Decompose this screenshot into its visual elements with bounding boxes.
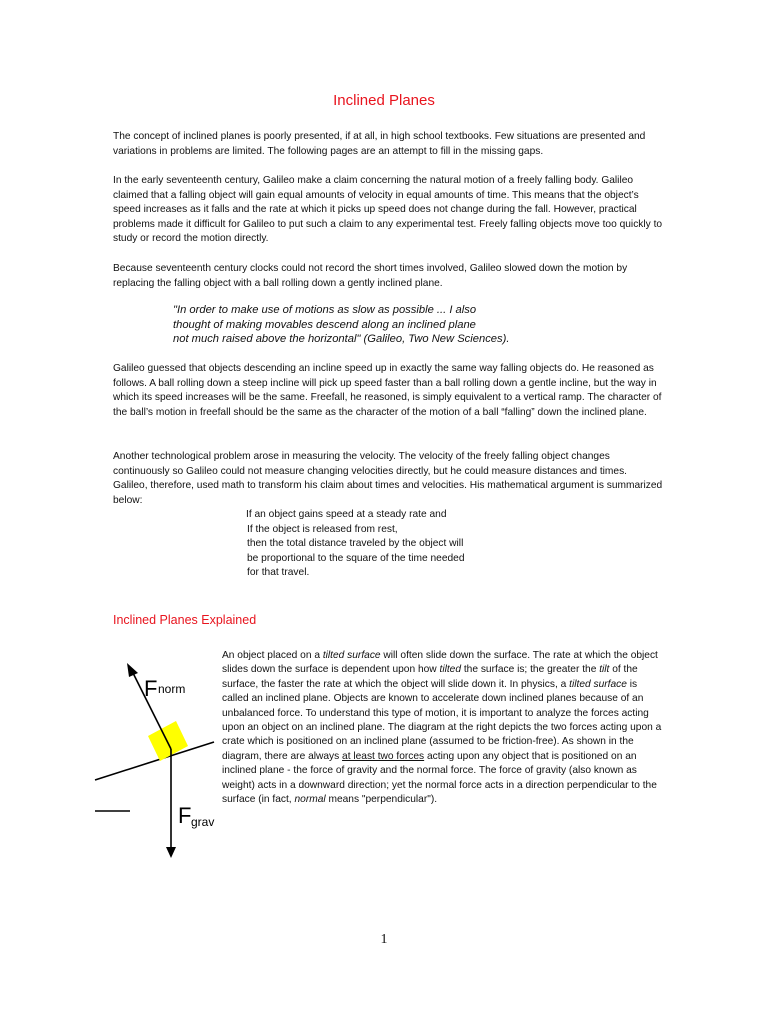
summary-line: then the total distance traveled by the object will — [247, 538, 464, 549]
crate — [148, 721, 188, 761]
summary-line: If an object gains speed at a steady rate and — [246, 509, 447, 520]
gravity-force-label: F — [178, 803, 192, 828]
text-run-italic: tilted — [439, 664, 462, 676]
normal-force-arrowhead — [127, 663, 138, 677]
quote-line: "In order to make use of motions as slow as possible ... I also — [173, 304, 477, 316]
summary-line: If the object is released from rest, — [247, 523, 398, 535]
quote-line: not much raised above the horizontal" (Galileo, Two New Sciences). — [173, 333, 510, 346]
normal-force-label: F — [144, 676, 158, 701]
quote-line: thought of making movables descend along an inclined plane — [173, 318, 476, 331]
text-run-italic: tilted surface — [322, 650, 381, 661]
page-number: 1 — [380, 932, 388, 947]
text-run: An object placed on a — [222, 650, 323, 661]
summary-line: for that travel. — [247, 567, 310, 578]
reasoning-paragraph: Galileo guessed that objects descending an incline speed up in exactly the same way falling objects do. He reasoned as follows. A ball rolling down a steep incline will pick up speed faster than a ball rolling down a gentle incline, but the way in which its speed increases will be the same. Freefall, he reasoned, is simply equivalent to a vertical ramp. The character of the ball’s motion in freefall should be the same as the character of the motion of a ball “falling” down the inclined plane. — [113, 363, 662, 418]
section-heading: Inclined Planes Explained — [113, 613, 257, 627]
clocks-paragraph: Because seventeenth century clocks could not record the short times involved, Galileo slowed down the motion by replacing the falling object with a ball rolling down a gently inclined plane. — [113, 263, 628, 289]
text-run-italic: tilted surface — [569, 678, 627, 690]
normal-force-subscript: norm — [158, 682, 186, 696]
galileo-quote — [173, 303, 643, 347]
text-run: of the surface, the faster the rate at which the object will slide down it. In physics, a — [222, 664, 638, 690]
intro-paragraph: The concept of inclined planes is poorly presented, if at all, in high school textbooks. Few situations are presented and variations in problems are limited. The following pages are an attempt to fill in the missing gaps. — [113, 131, 646, 157]
summary-line: be proportional to the square of the time needed — [247, 552, 465, 564]
text-run-underlined: at least two forces — [342, 750, 425, 762]
text-run: acting upon any object that is positioned on an inclined plane - the force of gravity and the normal force. The force of gravity (also known as weight) acts in a downward direction; yet the normal force acts in a direction perpendicular to the surface (in fact, — [222, 750, 657, 806]
text-run: will often slide down the surface. The rate at which the object slides down the surface is dependent upon how — [222, 650, 658, 676]
page-title: Inclined Planes — [333, 92, 435, 109]
inclined-planes-explanation — [222, 649, 662, 807]
measurement-paragraph: Another technological problem arose in measuring the velocity. The velocity of the freely falling object changes continuously so Galileo could not measure changing velocities directly, but he could measure distances and times. Galileo, therefore, used math to transform his claim about times and velocities. His mathematical argument is summarized below: — [113, 451, 663, 506]
text-run-italic: tilt — [599, 664, 610, 676]
math-argument-summary — [246, 508, 546, 581]
text-run-italic: normal — [294, 794, 326, 806]
inclined-plane-force-diagram — [90, 655, 230, 865]
gravity-force-arrowhead — [166, 847, 176, 858]
text-run: the surface is; the greater the — [461, 664, 600, 676]
text-run: means "perpendicular"). — [325, 794, 438, 806]
text-run: is called an inclined plane. Objects are known to accelerate down inclined planes because of an unbalanced force. To understand this type of motion, it is important to analyze the forces acting upon an object on an inclined plane. The diagram at the right depicts the two forces acting upon a crate which is positioned on an inclined plane (assumed to be friction-free). As shown in the diagram, there are always — [222, 678, 662, 762]
gravity-force-subscript: grav — [191, 815, 215, 829]
galileo-claim-paragraph: In the early seventeenth century, Galileo make a claim concerning the natural motion of a freely falling body. Galileo claimed that a falling object will gain equal amounts of velocity in equal amounts of time. This means that the object’s speed increases as it falls and the rate at which it picks up speed does not change during the fall. However, practical problems made it difficult for Galileo to put such a claim to any experimental test. Freely falling objects move too quickly to study or record the motion directly. — [113, 175, 663, 244]
